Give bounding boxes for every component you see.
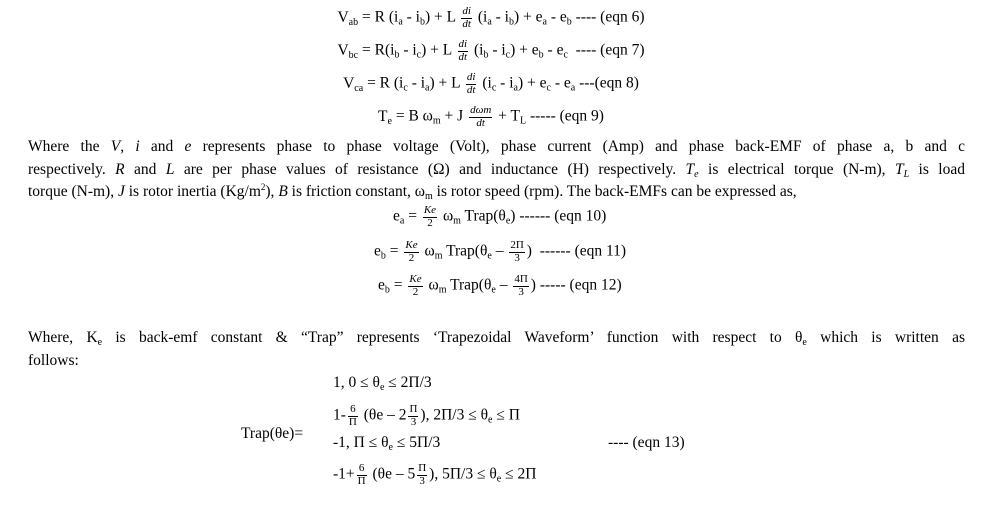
eqn8-lhs: $V_{ca}$ <box>343 74 364 94</box>
equation-10: $e_a$ = $\frac{Ke}{2}$ $\omega_m$ $Trap(\theta_e)$ ------ (eqn 10) <box>393 204 607 229</box>
eqn7-lhs: $V_{bc}$ <box>337 41 359 61</box>
pi-over-3-fraction: $\frac{\Pi}{3}$ <box>418 462 427 487</box>
di-dt-fraction: $\frac{di}{dt}$ <box>462 5 471 30</box>
paragraph-trap-definition: Where, $K_e$ is back-emf constant & “Trap” represents ‘Trapezoidal Waveform’ function with respect to $\theta_e$ which is written as follows: <box>28 329 965 369</box>
trap-case-4: -1+ $\frac{6}{\Pi}$ (θe – 5 $\frac{\Pi}{3}$ ), $5\Pi/3 \le \theta_e \le 2\Pi$ <box>333 462 537 487</box>
equation-8: $V_{ca} = R$ $(i_c - i_a) + L$ $\frac{di}{dt}$ $(i_c - i_a) + e_c - e_a$ ---(eqn 8) <box>343 71 639 96</box>
eqn6-tag: ---- (eqn 6) <box>575 8 645 26</box>
eqn9-lhs: $T_e$ <box>378 107 392 127</box>
eqn11-tag: ------ (eqn 11) <box>539 242 627 260</box>
ke-over-2-fraction: $\frac{Ke}{2}$ <box>405 239 418 264</box>
eqn13-lhs: Trap(θe)= <box>241 425 304 442</box>
trap-case-2: 1- $\frac{6}{\Pi}$ (θe – 2 $\frac{\Pi}{3}$ ), $2\Pi/3 \le \theta_e \le \Pi$ <box>333 403 520 428</box>
ke-over-2-fraction: $\frac{Ke}{2}$ <box>409 273 422 298</box>
equation-6: $V_{ab} = R$ $(i_a - i_b) + L$ $\frac{di}{dt}$ $(i_a - i_b) + e_a - e_b$ ---- (eqn 6) <box>337 5 645 30</box>
trap-case-3: -1, $\Pi \le \theta_e \le 5\Pi/3$ <box>333 434 441 453</box>
equation-12: $e_b$ = $\frac{Ke}{2}$ $\omega_m$ $Trap(\theta_e$ – $\frac{4\Pi}{3}$ ) ----- (eqn 12) <box>378 273 622 298</box>
trap-case-1: 1, $0 \le \theta_e \le 2\Pi/3$ <box>333 374 432 393</box>
eqn6-lhs: $V_{ab}$ <box>337 8 359 28</box>
eqn12-tag: ----- (eqn 12) <box>539 276 622 294</box>
di-dt-fraction: $\frac{di}{dt}$ <box>458 38 468 63</box>
equation-9: $T_e = B$ $\omega_m + J$ $\frac{\text{dωm}}{dt}$ + $T_L$ ----- (eqn 9) <box>378 104 604 129</box>
pi-over-3-fraction: $\frac{\Pi}{3}$ <box>409 403 418 428</box>
paragraph-variable-definitions: Where the V, i and e represents phase to phase voltage (Volt), phase current (Amp) and phase back-EMF of phase a, b and c respectively. R and L are per phase values of resistance (Ω) and inductance (H) respectively. $T_e$ is electrical torque (N-m), $T_L$ is load torque (N-m), J is rotor inertia $(Kg/m^2)$, B is friction constant, $\omega_m$ is rotor speed (rpm). The back-EMFs can be expressed as, <box>28 138 965 202</box>
4pi-over-3-fraction: $\frac{4\Pi}{3}$ <box>514 273 528 298</box>
eqn7-tag: ---- (eqn 7) <box>575 41 645 59</box>
equation-7: $V_{bc} = R(i_b - i_c) + L$ $\frac{di}{dt}$ $(i_b - i_c) + e_b - e_c$ ---- (eqn 7) <box>337 38 645 63</box>
2pi-over-3-fraction: $\frac{2\Pi}{3}$ <box>510 239 524 264</box>
eqn8-tag: ---(eqn 8) <box>579 74 639 92</box>
eqn13-tag: ---- (eqn 13) <box>608 434 685 451</box>
6-over-pi-fraction: $\frac{6}{\Pi}$ <box>348 403 357 428</box>
dwm-dt-fraction: $\frac{\text{dωm}}{dt}$ <box>470 104 492 129</box>
equation-11: $e_b$ = $\frac{Ke}{2}$ $\omega_m$ $Trap(\theta_e$ – $\frac{2\Pi}{3}$ ) ------ (eqn 11) <box>374 239 627 264</box>
ke-over-2-fraction: $\frac{Ke}{2}$ <box>423 204 437 229</box>
6-over-pi-fraction: $\frac{6}{\Pi}$ <box>357 462 366 487</box>
di-dt-fraction: $\frac{di}{dt}$ <box>466 71 476 96</box>
eqn9-tag: ----- (eqn 9) <box>529 107 604 125</box>
eqn10-tag: ------ (eqn 10) <box>519 207 607 225</box>
